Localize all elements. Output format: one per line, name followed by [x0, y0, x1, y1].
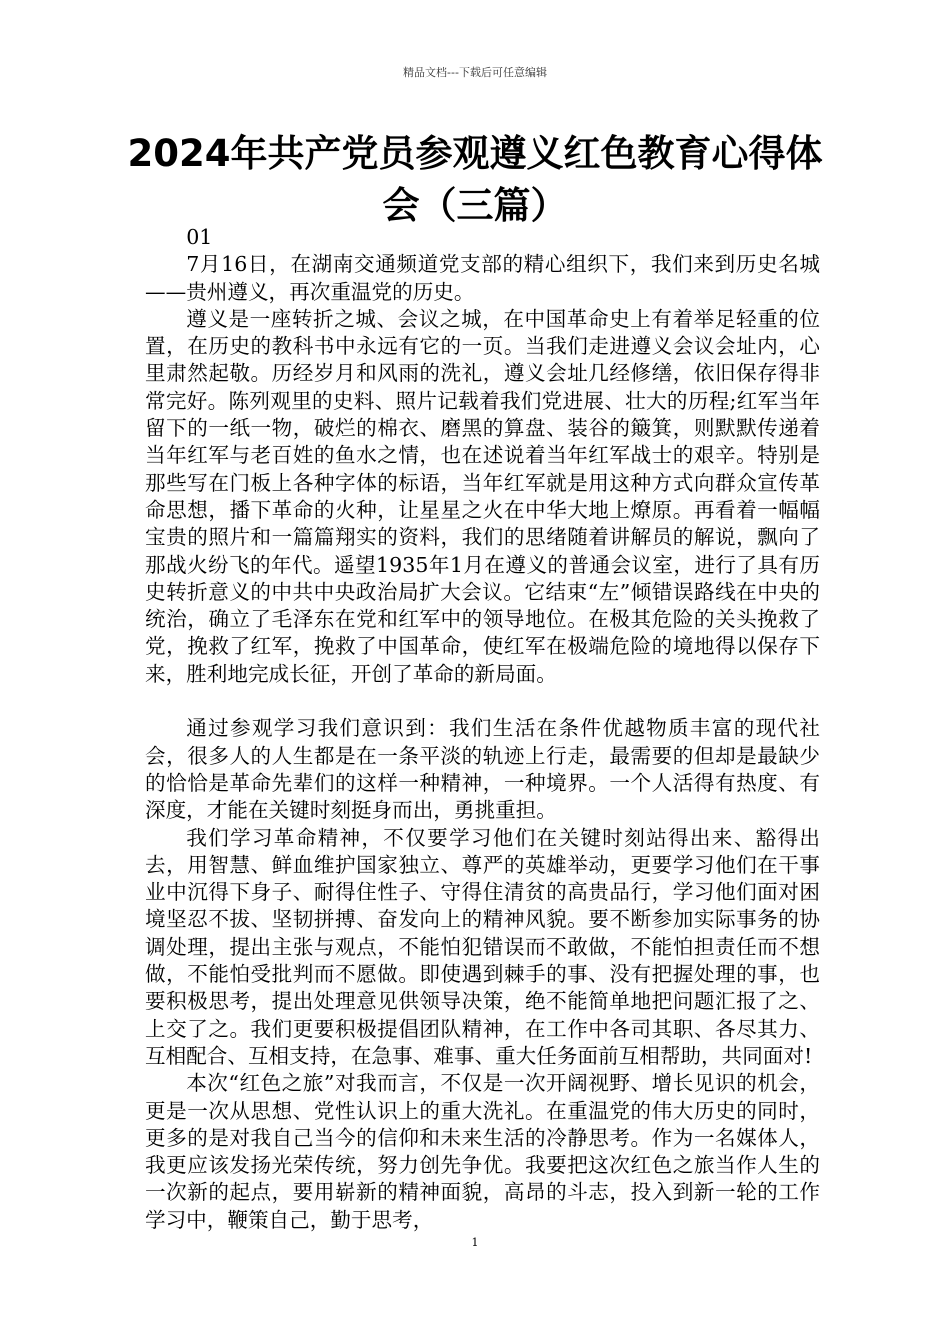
document-body — [145, 224, 820, 1234]
page-number: 1 — [471, 1236, 479, 1249]
paragraph-spacer — [145, 688, 820, 715]
section-number: 01 — [186, 225, 213, 249]
body-paragraph: 我们学习革命精神，不仅要学习他们在关键时刻站得出来、豁得出去，用智慧、鲜血维护国家独立、尊严的英雄举动，更要学习他们在干事业中沉得下身子、耐得住性子、守得住清贫的高贵品行，学习他们面对困境坚忍不拔、坚韧拼搏、奋发向上的精神风貌。要不断参加实际事务的协调处理，提出主张与观点，不能怕犯错误而不敢做，不能怕担责任而不想做，不能怕受批判而不愿做。即使遇到棘手的事、没有把握处理的事，也要积极思考，提出处理意见供领导决策，绝不能简单地把问题汇报了之、上交了之。我们更要积极提倡团队精神，在工作中各司其职、各尽其力、互相配合、互相支持，在急事、难事、重大任务面前互相帮助，共同面对! — [145, 825, 820, 1068]
header-note: 精品文档---下载后可任意编辑 — [403, 66, 547, 79]
body-paragraph: 通过参观学习我们意识到：我们生活在条件优越物质丰富的现代社会，很多人的人生都是在一条平淡的轨迹上行走，最需要的但却是最缺少的恰恰是革命先辈们的这样一种精神，一种境界。一个人活得有热度、有深度，才能在关键时刻挺身而出，勇挑重担。 — [145, 716, 820, 823]
document-title: 2024年共产党员参观遵义红色教育心得体会（三篇） — [127, 132, 823, 227]
body-paragraph: 7月16日，在湖南交通频道党支部的精心组织下，我们来到历史名城——贵州遵义，再次重温党的历史。 — [145, 252, 820, 304]
body-paragraph: 遵义是一座转折之城、会议之城，在中国革命史上有着举足轻重的位置，在历史的教科书中永远有它的一页。当我们走进遵义会议会址内，心里肃然起敬。历经岁月和风雨的洗礼，遵义会址几经修缮，依旧保存得非常完好。陈列观里的史料、照片记载着我们党进展、壮大的历程;红军当年留下的一纸一物，破烂的棉衣、磨黑的算盘、装谷的簸箕，则默默传递着当年红军与老百姓的鱼水之情，也在述说着当年红军战士的艰辛。特别是那些写在门板上各种字体的标语，当年红军就是用这种方式向群众宣传革命思想，播下革命的火种，让星星之火在中华大地上燎原。再看着一幅幅宝贵的照片和一篇篇翔实的资料，我们的思绪随着讲解员的解说，飘向了那战火纷飞的年代。遥望1935年1月在遵义的普通会议室，进行了具有历史转折意义的中共中央政治局扩大会议。它结束“左”倾错误路线在中央的统治，确立了毛泽东在党和红军中的领导地位。在极其危险的关头挽救了党，挽救了红军，挽救了中国革命，使红军在极端危险的境地得以保存下来，胜利地完成长征，开创了革命的新局面。 — [145, 306, 820, 686]
body-paragraph: 本次“红色之旅”对我而言，不仅是一次开阔视野、增长见识的机会，更是一次从思想、党性认识上的重大洗礼。在重温党的伟大历史的同时，更多的是对我自己当今的信仰和未来生活的冷静思考。作为一名媒体人，我更应该发扬光荣传统，努力创先争优。我要把这次红色之旅当作人生的一次新的起点，要用崭新的精神面貌，高昂的斗志，投入到新一轮的工作学习中，鞭策自己，勤于思考， — [145, 1071, 820, 1232]
